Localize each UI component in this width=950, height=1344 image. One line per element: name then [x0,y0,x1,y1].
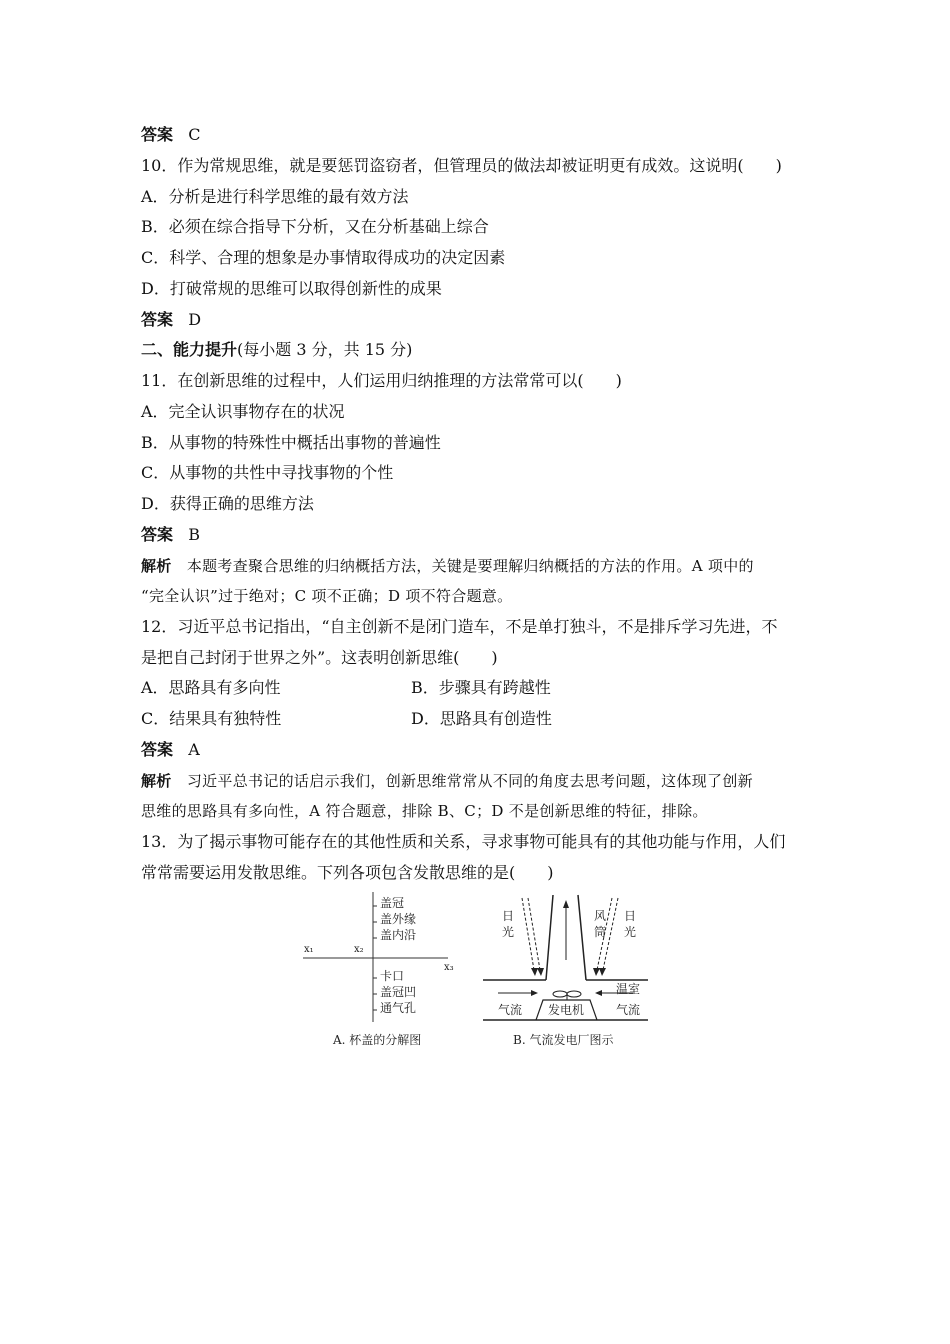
answer-value: D [188,310,202,329]
q10-option-d: D．打破常规的思维可以取得创新性的成果 [141,279,442,298]
answer-label: 答案 [141,310,174,329]
analysis-label: 解析 [141,772,172,790]
q11-analysis-line-2: “完全认识”过于绝对；C 项不正确；D 项不符合题意。 [141,587,513,605]
answer-value: A [188,740,200,759]
section-note: (每小题 3 分，共 15 分) [237,340,413,359]
label-crown-recess: 盖冠凹 [380,985,417,999]
label-sunlight-right-2: 光 [624,925,637,939]
q10-answer [141,310,201,330]
axis-label-x1: x₁ [304,944,314,955]
answer-value: B [188,525,201,544]
turbine-blade-left [553,991,567,997]
q10-option-a: A．分析是进行科学思维的最有效方法 [141,187,409,206]
answer-label: 答案 [141,525,174,544]
figure-b-caption: B. 气流发电厂图示 [513,1033,614,1047]
answer-label: 答案 [141,125,174,144]
q12-stem-line-2: 是把自己封闭于世界之外”。这表明创新思维( ) [141,648,498,667]
q13-stem-line-1: 13．为了揭示事物可能存在的其他性质和关系，寻求事物可能具有的其他功能与作用，人们 [141,832,786,851]
section-title: 二、能力提升 [141,340,238,359]
q10-option-c: C．科学、合理的想象是办事情取得成功的决定因素 [141,248,506,267]
axis-label-x2: x₂ [354,944,364,955]
section-heading [141,340,412,360]
q12-answer [141,740,200,760]
q12-analysis-line-1 [141,771,753,791]
q12-analysis-line-2: 思维的思路具有多向性，A 符合题意，排除 B、C；D 不是创新思维的特征，排除。 [141,802,708,820]
sunlight-ray-left-1 [522,898,534,970]
q10-option-b: B．必须在综合指导下分析，又在分析基础上综合 [141,217,489,236]
chimney-right-wall [578,895,586,980]
q12-option-c: C．结果具有独特性 [141,709,282,728]
axis-label-x3: x₃ [444,962,454,973]
q12-stem-line-1: 12．习近平总书记指出，“自主创新不是闭门造车，不是单打独斗，不是排斥学习先进，不 [141,617,778,636]
label-wind-tube-1: 风 [594,909,607,923]
figure-b-airflow-plant [478,890,653,1055]
label-greenhouse: 温室 [616,982,641,996]
label-wind-tube-2: 筒 [594,925,607,939]
analysis-text: 习近平总书记的话启示我们，创新思维常常从不同的角度去思考问题，这体现了创新 [186,772,753,790]
q10-stem: 10．作为常规思维，就是要惩罚盗窃者，但管理员的做法却被证明更有成效。这说明( ) [141,156,782,175]
q11-analysis-line-1 [141,556,754,576]
figure-a-cup-lid [298,890,468,1055]
chimney-left-wall [546,895,553,980]
turbine-blade-right [567,991,581,997]
label-generator: 发电机 [548,1003,585,1017]
q11-answer [141,525,200,545]
q12-option-a: A．思路具有多向性 [141,678,281,697]
q11-stem: 11．在创新思维的过程中，人们运用归纳推理的方法常常可以( ) [141,371,622,390]
answer-label: 答案 [141,740,174,759]
label-airflow-right: 气流 [616,1003,641,1017]
q13-stem-line-2: 常常需要运用发散思维。下列各项包含发散思维的是( ) [141,863,554,882]
q11-option-d: D．获得正确的思维方法 [141,494,314,513]
sunlight-ray-left-2 [528,898,540,970]
label-airflow-left: 气流 [498,1003,523,1017]
answer-value: C [188,125,201,144]
analysis-label: 解析 [141,557,172,575]
q9-answer [141,125,201,145]
label-vent-hole: 通气孔 [380,1001,417,1015]
analysis-text: 本题考查聚合思维的归纳概括方法，关键是要理解归纳概括的方法的作用。A 项中的 [186,557,754,575]
figure-a-caption: A. 杯盖的分解图 [333,1033,422,1047]
label-sunlight-right-1: 日 [624,909,637,923]
q11-option-c: C．从事物的共性中寻找事物的个性 [141,463,394,482]
q11-option-a: A．完全认识事物存在的状况 [141,402,345,421]
q12-option-b: B．步骤具有跨越性 [411,678,551,697]
label-lid-outer-edge: 盖外缘 [380,912,417,926]
label-sunlight-left-2: 光 [502,925,515,939]
label-latch: 卡口 [380,969,405,983]
q11-option-b: B．从事物的特殊性中概括出事物的普遍性 [141,433,441,452]
label-sunlight-left-1: 日 [502,909,515,923]
label-lid-crown: 盖冠 [380,896,405,910]
q12-option-d: D．思路具有创造性 [411,709,552,728]
label-lid-inner-rim: 盖内沿 [380,928,417,942]
